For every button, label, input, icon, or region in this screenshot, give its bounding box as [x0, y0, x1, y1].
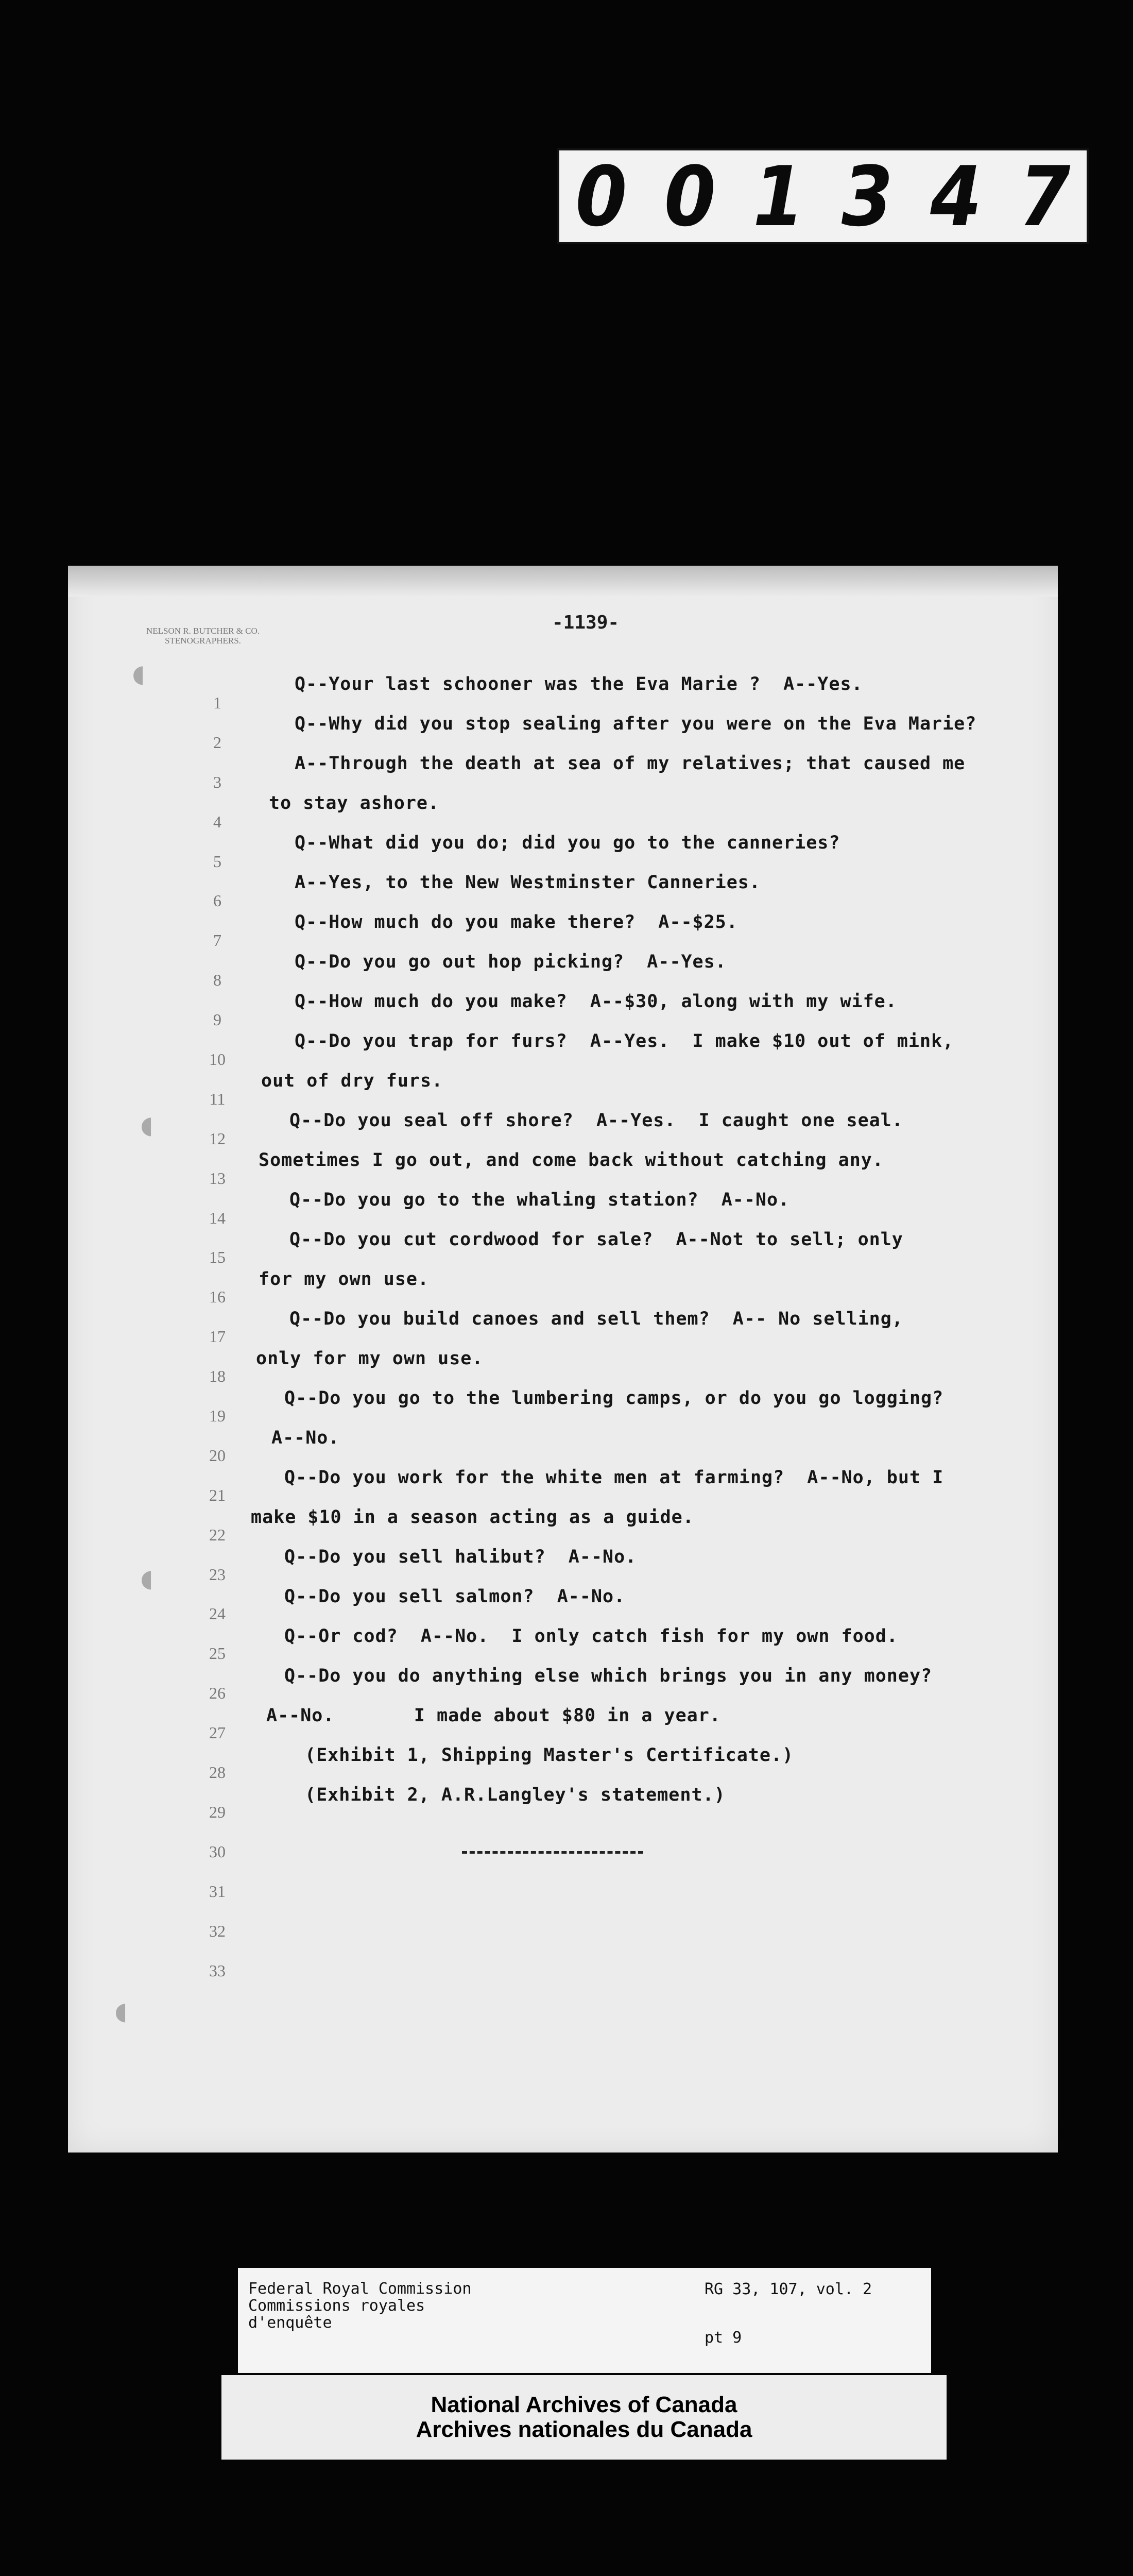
- transcript-line: to stay ashore.: [269, 793, 440, 814]
- line-number: 29: [209, 1802, 226, 1821]
- transcript-line: Q--Do you go to the lumbering camps, or do you go logging?: [284, 1388, 944, 1409]
- line-number: 32: [209, 1921, 226, 1940]
- transcript-line: Q--Do you sell halibut? A--No.: [284, 1547, 637, 1567]
- line-number: 33: [209, 1961, 226, 1980]
- transcript-body: [68, 566, 1058, 2153]
- line-number: 8: [213, 971, 221, 990]
- transcript-line: Q--Or cod? A--No. I only catch fish for my own food.: [284, 1626, 898, 1647]
- line-number: 4: [213, 812, 221, 831]
- transcript-line: for my own use.: [259, 1269, 430, 1290]
- commission-name-fr-2: d'enquête: [248, 2314, 332, 2332]
- line-number: 12: [209, 1129, 226, 1148]
- line-number: 22: [209, 1525, 226, 1544]
- line-number: 1: [213, 693, 221, 712]
- transcript-line: A--Yes, to the New Westminster Canneries.: [295, 872, 761, 893]
- frame-number-label: [557, 148, 1108, 245]
- transcript-line: (Exhibit 1, Shipping Master's Certificate.): [305, 1745, 794, 1766]
- line-number: 26: [209, 1684, 226, 1703]
- punch-hole-icon: ◖: [129, 655, 148, 691]
- transcript-line: Q--Do you seal off shore? A--Yes. I caught one seal.: [289, 1110, 903, 1131]
- line-number: 19: [209, 1406, 226, 1426]
- line-number: 7: [213, 931, 221, 950]
- transcript-line: (Exhibit 2, A.R.Langley's statement.): [305, 1785, 726, 1805]
- stenographer-letterhead: NELSON R. BUTCHER & CO. STENOGRAPHERS.: [146, 626, 260, 646]
- transcript-line: A--No.: [271, 1428, 340, 1448]
- transcript-line: Q--Do you trap for furs? A--Yes. I make $10 out of mink,: [295, 1031, 954, 1052]
- line-number: 21: [209, 1485, 226, 1504]
- archive-label: [221, 2375, 947, 2460]
- line-number: 10: [209, 1050, 226, 1069]
- archive-name-fr: Archives nationales du Canada: [416, 2417, 752, 2442]
- part-number: pt 9: [705, 2329, 742, 2347]
- line-number: 27: [209, 1723, 226, 1742]
- transcript-line: Q--What did you do; did you go to the canneries?: [295, 833, 840, 853]
- commission-name-fr: Commissions royales: [248, 2297, 425, 2315]
- transcript-line: A--No. I made about $80 in a year.: [266, 1705, 721, 1726]
- transcript-line: Q--Do you do anything else which brings you in any money?: [284, 1666, 933, 1686]
- transcript-line: Q--Do you go out hop picking? A--Yes.: [295, 952, 727, 972]
- line-number: 14: [209, 1208, 226, 1227]
- line-number: 24: [209, 1604, 226, 1623]
- transcript-line: Q--Do you build canoes and sell them? A-- No selling,: [289, 1309, 903, 1329]
- line-number: 17: [209, 1327, 226, 1346]
- line-number: 3: [213, 772, 221, 791]
- line-number: 6: [213, 891, 221, 910]
- line-number: 2: [213, 733, 221, 752]
- transcript-line: A--Through the death at sea of my relatives; that caused me: [295, 753, 966, 774]
- punch-hole-icon: ◖: [111, 1993, 130, 2029]
- commission-name: [248, 2280, 471, 2331]
- transcript-line: out of dry furs.: [261, 1071, 443, 1091]
- line-number: 16: [209, 1287, 226, 1307]
- document-page: [68, 566, 1058, 2153]
- transcript-line: only for my own use.: [256, 1348, 484, 1369]
- punch-hole-icon: ◖: [137, 1107, 156, 1143]
- transcript-line: Q--Why did you stop sealing after you were on the Eva Marie?: [295, 714, 977, 734]
- line-number: 30: [209, 1842, 226, 1861]
- line-number: 20: [209, 1446, 226, 1465]
- punch-hole-icon: ◖: [137, 1560, 156, 1596]
- line-number: 11: [209, 1089, 226, 1108]
- line-number: 9: [213, 1010, 221, 1029]
- transcript-line: Q--Do you cut cordwood for sale? A--Not to sell; only: [289, 1229, 903, 1250]
- transcript-line: Q--Do you work for the white men at farming? A--No, but I: [284, 1467, 944, 1488]
- record-group-reference: RG 33, 107, vol. 2: [705, 2280, 872, 2298]
- line-number: 15: [209, 1248, 226, 1267]
- line-number: 23: [209, 1565, 226, 1584]
- line-number: 18: [209, 1367, 226, 1386]
- transcript-line: Q--Do you go to the whaling station? A--No.: [289, 1190, 790, 1210]
- line-number: 25: [209, 1644, 226, 1663]
- line-number: 31: [209, 1882, 226, 1901]
- archive-reference-stamp: [238, 2268, 931, 2373]
- transcript-line: Q--Do you sell salmon? A--No.: [284, 1586, 626, 1607]
- transcript-line: Sometimes I go out, and come back without catching any.: [259, 1150, 884, 1171]
- frame-number-text: 001347: [575, 148, 1108, 245]
- transcript-line: Q--Your last schooner was the Eva Marie ? A--Yes.: [295, 674, 863, 694]
- page-number: -1139-: [552, 612, 620, 633]
- line-number: 13: [209, 1168, 226, 1188]
- line-number: 28: [209, 1763, 226, 1782]
- commission-name-en: Federal Royal Commission: [248, 2280, 472, 2298]
- section-divider: [462, 1851, 643, 1854]
- transcript-line: Q--How much do you make there? A--$25.: [295, 912, 738, 933]
- archive-name-en: National Archives of Canada: [431, 2392, 737, 2417]
- line-number: 5: [213, 852, 221, 871]
- transcript-line: make $10 in a season acting as a guide.: [251, 1507, 694, 1528]
- transcript-line: Q--How much do you make? A--$30, along with my wife.: [295, 991, 897, 1012]
